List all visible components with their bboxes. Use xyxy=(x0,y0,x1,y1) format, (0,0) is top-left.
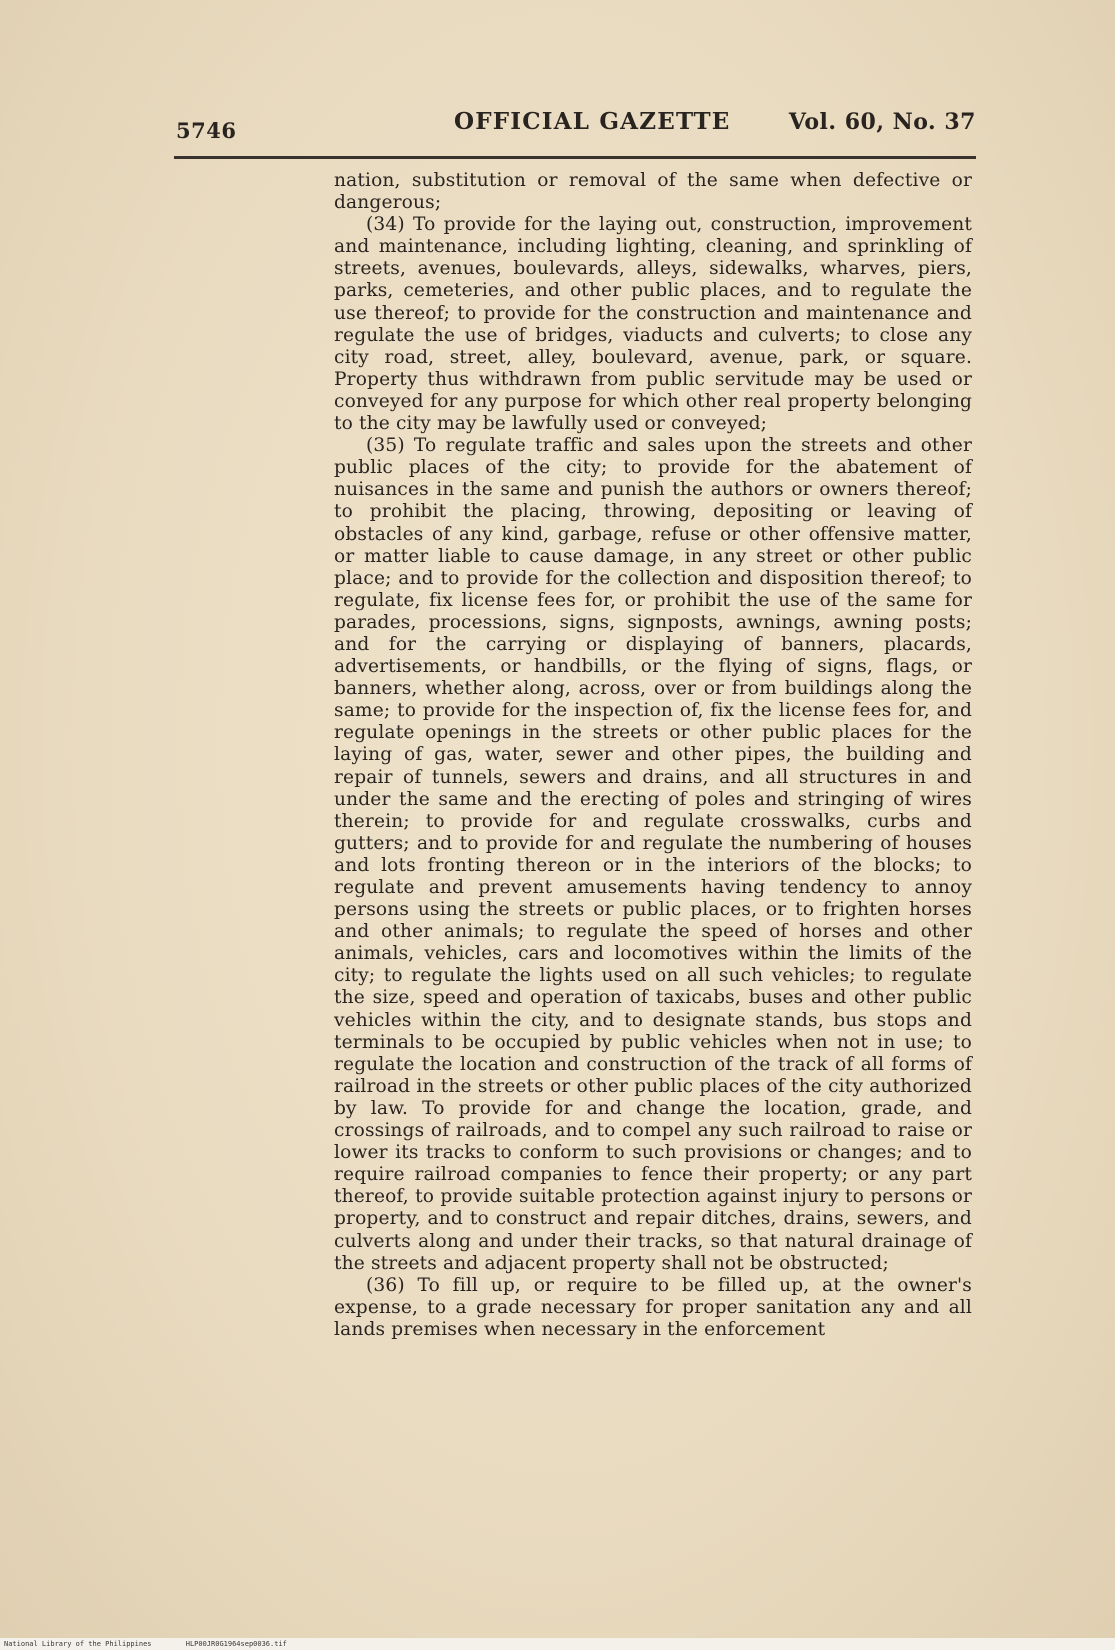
paragraph-continuation: nation, substitution or removal of the same when defective or dangerous; xyxy=(334,170,972,214)
scan-filename: HLP00JR0G1964sep0036.tif xyxy=(185,1640,287,1648)
paragraph-36: (36) To fill up, or require to be filled up, at the owner's expense, to a grade necessary for proper sanitation any and all lands premises when necessary in the enforcement xyxy=(334,1274,972,1340)
paragraph-34: (34) To provide for the laying out, construction, improvement and maintenance, including lighting, cleaning, and sprinkling of streets, avenues, boulevards, alleys, sidewalks, wharves, piers, parks, cemeteries, and other public places, and to regulate the use thereof; to provide for the construction and maintenance and regulate the use of bridges, viaducts and culverts; to close any city road, street, alley, boulevard, avenue, park, or square. Property thus withdrawn from public servitude may be used or conveyed for any purpose for which other real property belonging to the city may be lawfully used or conveyed; xyxy=(334,214,972,435)
body-text xyxy=(334,170,972,1341)
paragraph-35: (35) To regulate traffic and sales upon the streets and other public places of the city; to provide for the abatement of nuisances in the same and punish the authors or owners thereof; to prohibit the placing, throwing, depositing or leaving of obstacles of any kind, garbage, refuse or other offensive matter, or matter liable to cause damage, in any street or other public place; and to provide for the collection and disposition thereof; to regulate, fix license fees for, or prohibit the use of the same for parades, processions, signs, signposts, awnings, awning posts; and for the carrying or displaying of banners, placards, advertisements, or handbills, or the flying of signs, flags, or banners, whether along, across, over or from buildings along the same; to provide for the inspection of, fix the license fees for, and regulate openings in the streets or other public places for the laying of gas, water, sewer and other pipes, the building and repair of tunnels, sewers and drains, and all structures in and under the same and the erecting of poles and stringing of wires therein; to provide for and regulate crosswalks, curbs and gutters; and to provide for and regulate the numbering of houses and lots fronting thereon or in the interiors of the blocks; to regulate and prevent amusements having tendency to annoy persons using the streets or public places, or to frighten horses and other animals; to regulate the speed of horses and other animals, vehicles, cars and locomotives within the limits of the city; to regulate the lights used on all such vehicles; to regulate the size, speed and operation of taxicabs, buses and other public vehicles within the city, and to designate stands, bus stops and terminals to be occupied by public vehicles when not in use; to regulate the location and construction of the track of all forms of railroad in the streets or other public places of the city authorized by law. To provide for and change the location, grade, and crossings of railroads, and to compel any such railroad to raise or lower its tracks to conform to such provisions or changes; and to require railroad companies to fence their property; or any part thereof, to provide suitable protection against injury to persons or property, and to construct and repair ditches, drains, sewers, and culverts along and under their tracks, so that natural drainage of the streets and adjacent property shall not be obstructed; xyxy=(334,435,972,1274)
scan-footer xyxy=(4,1640,317,1648)
publication-title: OFFICIAL GAZETTE xyxy=(454,108,731,135)
library-credit: National Library of the Philippines xyxy=(4,1640,152,1648)
page-header xyxy=(176,104,976,144)
volume-issue: Vol. 60, No. 37 xyxy=(788,109,976,135)
header-rule xyxy=(174,156,976,159)
page-number: 5746 xyxy=(176,118,237,143)
